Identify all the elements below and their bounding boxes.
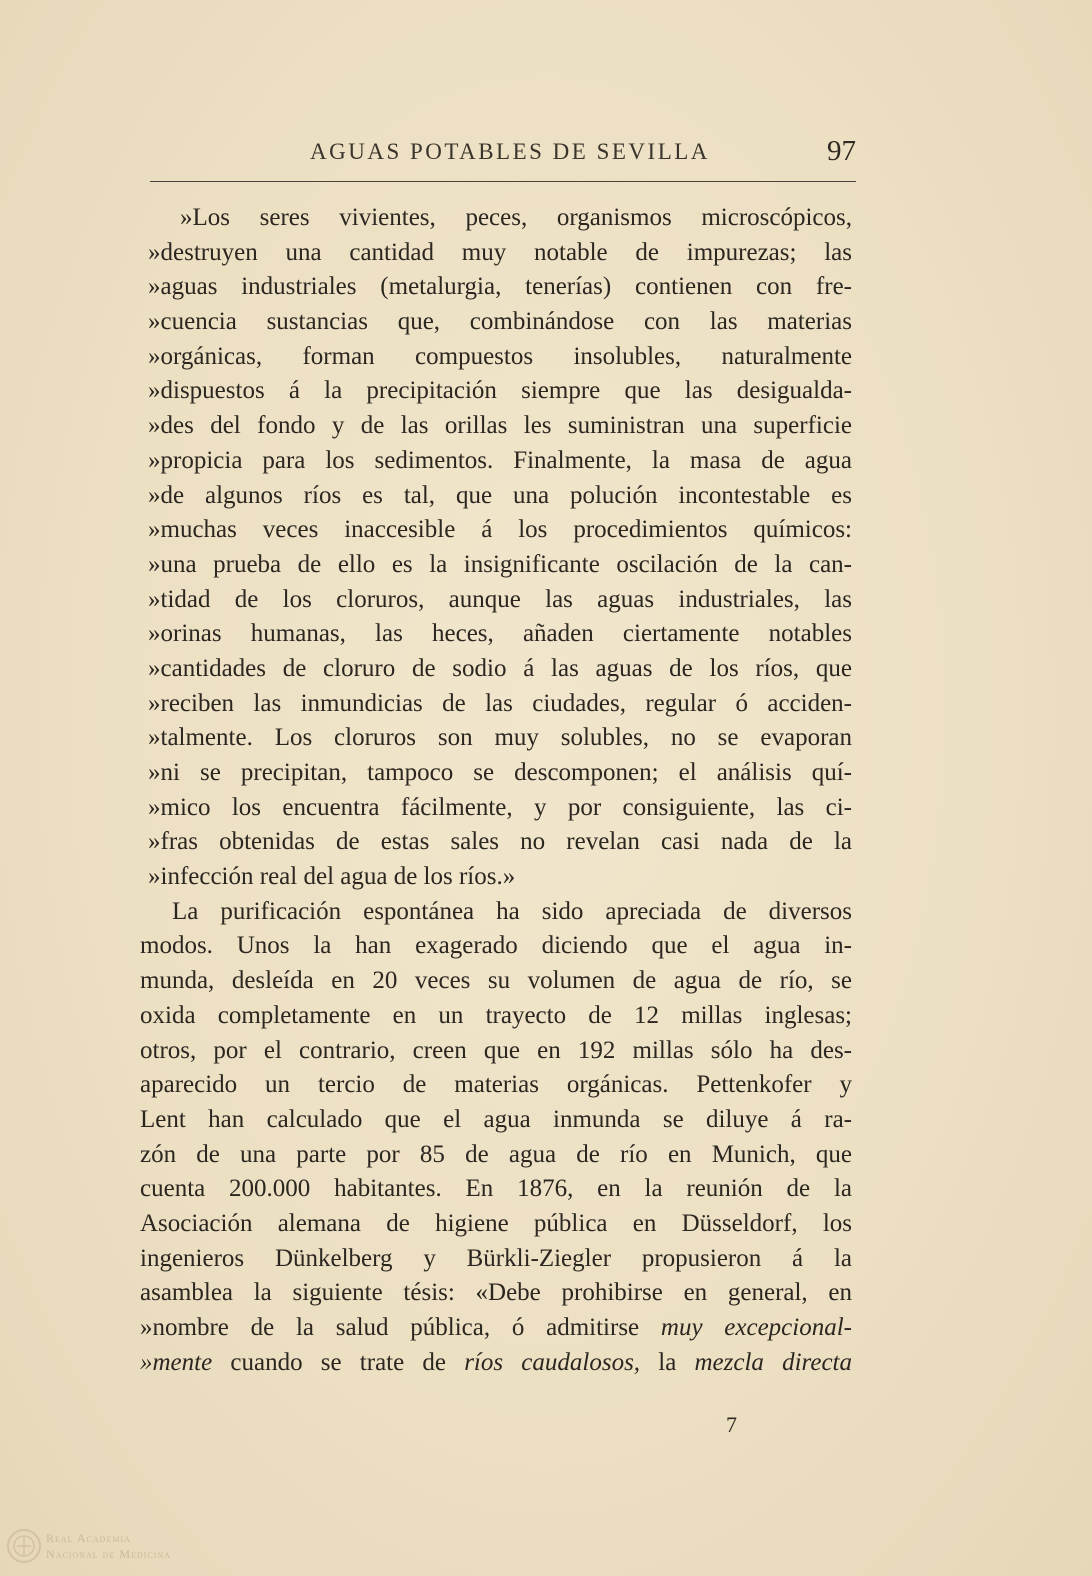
text-line: »Los seres vivientes, peces, organismos microscópicos, <box>180 204 852 231</box>
text-line: »de algunos ríos es tal, que una polución incontestable es <box>148 481 852 509</box>
italic-run: muy excepcional- <box>660 1314 852 1341</box>
text-line: »una prueba de ello es la insignificante oscilación de la can- <box>148 550 852 578</box>
text-line: »reciben las inmundicias de las ciudades, regular ó acciden- <box>148 689 852 717</box>
page-number: 97 <box>827 135 856 167</box>
text-line: »aguas industriales (metalurgia, tenerías) contienen con fre- <box>148 273 852 301</box>
text-run: »nombre de la salud pública, ó admitirse <box>140 1314 661 1341</box>
text-line: asamblea la siguiente tésis: «Debe prohibirse en general, en <box>140 1279 852 1307</box>
text-line: »muchas veces inaccesible á los procedimientos químicos: <box>148 516 852 544</box>
text-line: Lent han calculado que el agua inmunda se diluye á ra- <box>140 1105 852 1133</box>
text-line: aparecido un tercio de materias orgánicas. Pettenkofer y <box>140 1071 852 1099</box>
text-line: »talmente. Los cloruros son muy solubles, no se evaporan <box>148 724 852 752</box>
text-line: »ni se precipitan, tampoco se descomponen; el análisis quí- <box>148 759 852 786</box>
text-line: modos. Unos la han exagerado diciendo que el agua in- <box>140 932 852 960</box>
text-line: »tidad de los cloruros, aunque las aguas industriales, las <box>148 585 852 613</box>
italic-run: ríos caudalosos, <box>464 1348 641 1376</box>
text-line: »cantidades de cloruro de sodio á las aguas de los ríos, que <box>148 654 852 682</box>
text-line: ingenieros Dünkelberg y Bürkli-Ziegler propusieron á la <box>140 1244 852 1272</box>
text-run: la <box>640 1348 695 1376</box>
text-line: »dispuestos á la precipitación siempre que las desigualda- <box>148 377 852 405</box>
text-line-mixed <box>140 1311 852 1346</box>
header-rule <box>150 181 856 182</box>
italic-run: mezcla directa <box>694 1348 852 1376</box>
page-header <box>150 133 856 173</box>
text-line: »orinas humanas, las heces, añaden ciertamente notables <box>148 620 852 648</box>
body-text <box>140 201 852 1380</box>
text-line: »fras obtenidas de estas sales no revelan casi nada de la <box>148 828 852 856</box>
text-line: cuenta 200.000 habitantes. En 1876, en la reunión de la <box>140 1175 852 1203</box>
watermark-line: Nacional de Medicina <box>46 1547 171 1561</box>
text-line: Asociación alemana de higiene pública en Düsseldorf, los <box>140 1209 852 1237</box>
text-line-mixed <box>140 1346 852 1381</box>
signature-mark: 7 <box>726 1412 737 1437</box>
text-line: oxida completamente en un trayecto de 12 millas inglesas; <box>140 1001 852 1029</box>
watermark-text <box>46 1530 171 1562</box>
text-line: »cuencia sustancias que, combinándose con las materias <box>148 308 852 336</box>
text-line: zón de una parte por 85 de agua de río en Munich, que <box>140 1140 852 1168</box>
text-line: »propicia para los sedimentos. Finalmente, la masa de agua <box>148 446 852 474</box>
seal-icon <box>6 1528 42 1564</box>
library-watermark <box>6 1528 206 1568</box>
text-line: »mico los encuentra fácilmente, y por consiguiente, las ci- <box>148 793 852 821</box>
text-line: »des del fondo y de las orillas les suministran una superficie <box>148 412 852 440</box>
italic-run: »mente <box>140 1348 213 1376</box>
running-title: AGUAS POTABLES DE SEVILLA <box>310 139 710 164</box>
text-line: »infección real del agua de los ríos.» <box>148 863 516 891</box>
text-line: munda, desleída en 20 veces su volumen de agua de río, se <box>140 967 852 995</box>
text-line: otros, por el contrario, creen que en 192 millas sólo ha des- <box>140 1036 852 1064</box>
text-line: »orgánicas, forman compuestos insolubles, naturalmente <box>148 342 852 370</box>
text-line: La purificación espontánea ha sido apreciada de diversos <box>172 897 852 925</box>
text-line: »destruyen una cantidad muy notable de impurezas; las <box>148 238 852 266</box>
text-run: cuando se trate de <box>212 1348 465 1376</box>
watermark-line: Real Academia <box>46 1531 131 1545</box>
